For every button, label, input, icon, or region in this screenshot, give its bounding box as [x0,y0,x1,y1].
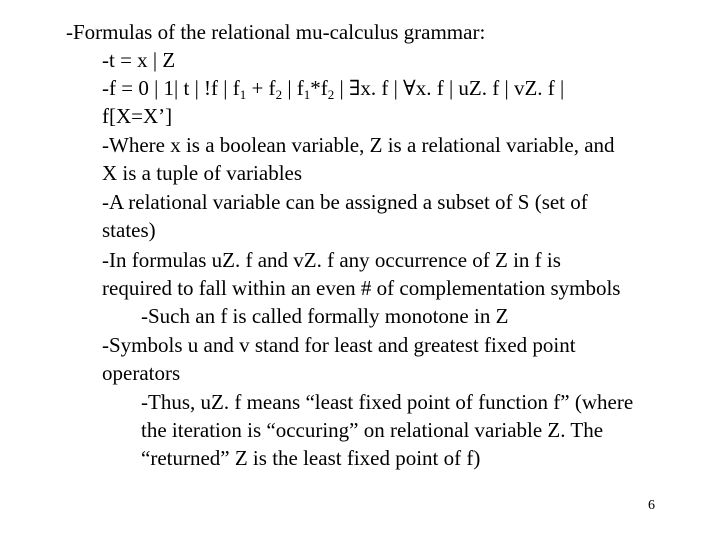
occurrence-bullet-line: -In formulas uZ. f and vZ. f any occurrence of Z in f is [102,248,561,272]
symbols-bullet-line: -Symbols u and v stand for least and greatest fixed point [102,333,576,357]
thus-note-line: the iteration is “occuring” on relational variable Z. The [141,418,604,442]
formula-part: | ∃x. f | ∀x. f | uZ. f | vZ. f | [334,76,565,100]
thus-note-line: -Thus, uZ. f means “least fixed point of function f” (where [141,390,634,414]
formula-rule [102,74,564,102]
occurrence-bullet-line: required to fall within an even # of complementation symbols [102,276,621,300]
formula-subscript: 1 [239,87,247,102]
thus-note-line: “returned” Z is the least fixed point of f) [141,446,481,470]
formula-part: + f [246,76,276,100]
where-bullet-line: X is a tuple of variables [102,161,303,185]
formula-part: *f [310,76,328,100]
relvar-bullet-line: -A relational variable can be assigned a subset of S (set of [102,190,588,214]
formula-subscript: 2 [275,87,283,102]
relvar-bullet-line: states) [102,218,156,242]
term-rule: -t = x | Z [102,48,176,72]
formula-subscript: 1 [303,87,311,102]
symbols-bullet-line: operators [102,361,181,385]
formula-part: | f [282,76,304,100]
monotone-note: -Such an f is called formally monotone in Z [141,304,509,328]
formula-subscript: 2 [327,87,335,102]
where-bullet-line: -Where x is a boolean variable, Z is a relational variable, and [102,133,615,157]
page-number: 6 [648,498,655,513]
heading: -Formulas of the relational mu-calculus grammar: [66,20,486,44]
formula-rule-continuation: f[X=X’] [102,104,173,128]
formula-part: -f = 0 | 1| t | !f | f [102,76,240,100]
